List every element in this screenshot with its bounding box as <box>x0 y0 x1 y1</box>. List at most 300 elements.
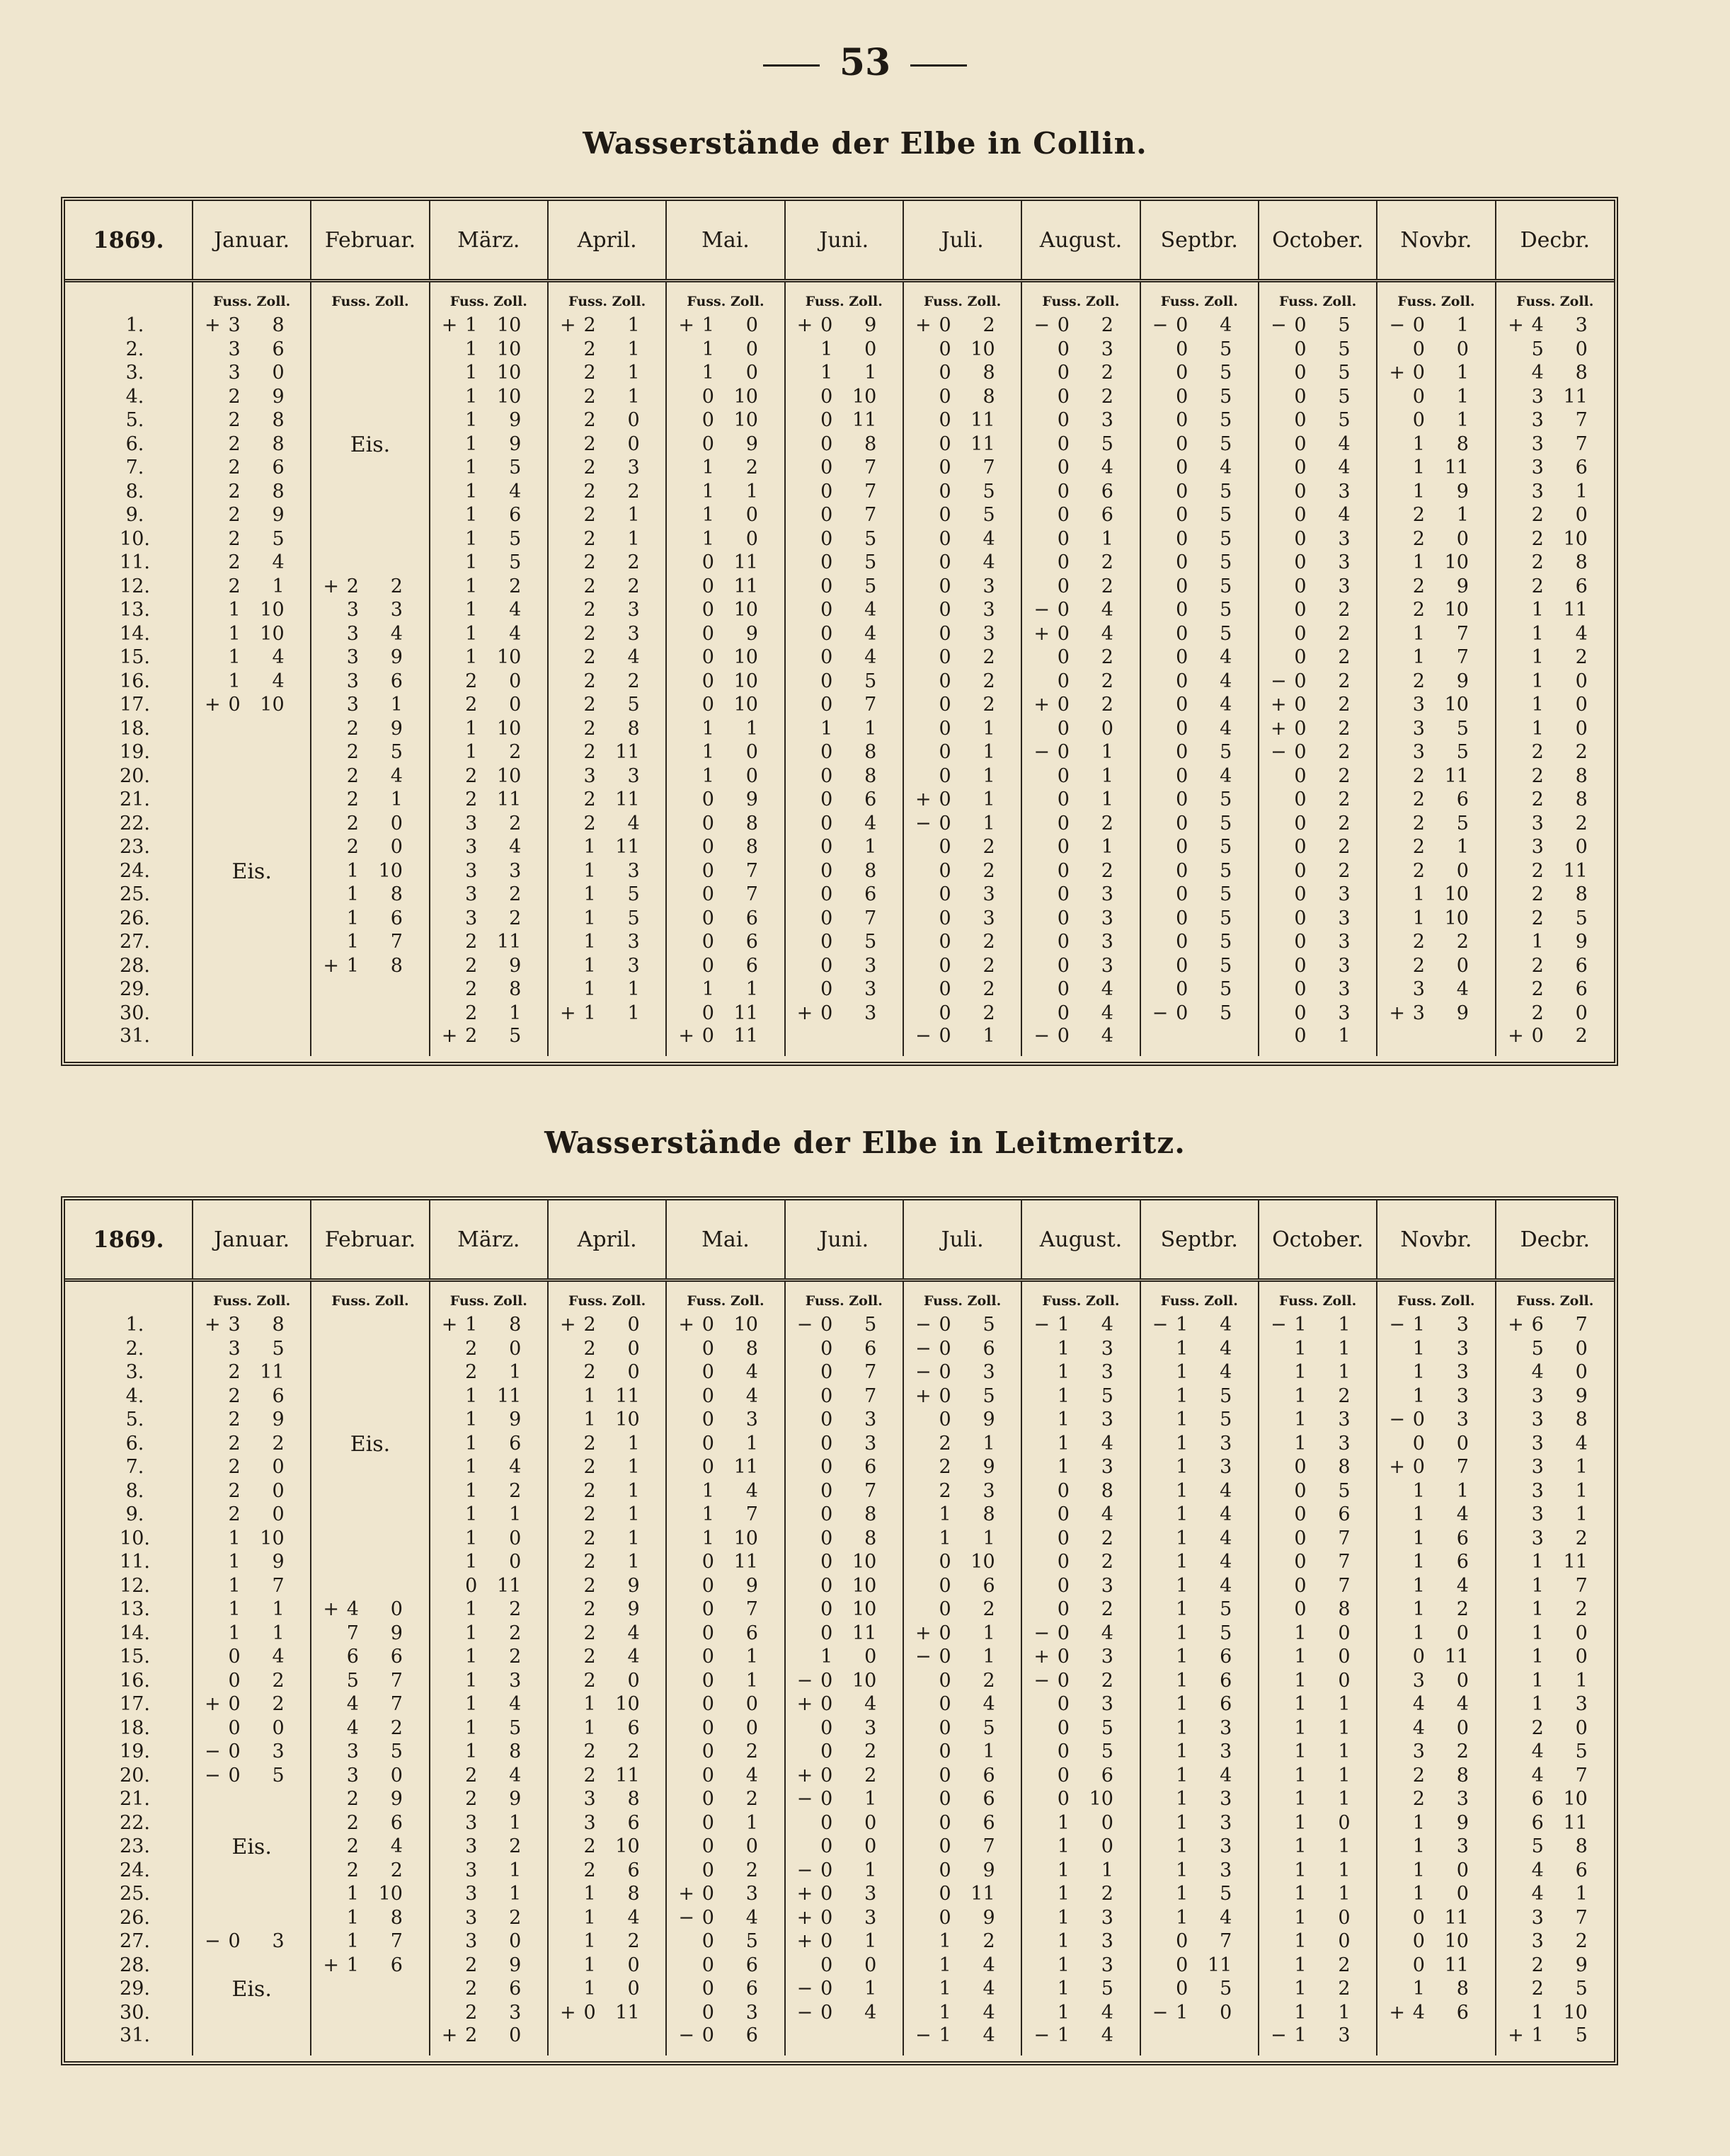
data-table <box>65 1200 1614 2055</box>
day-label: 26. <box>65 1906 193 1930</box>
value-cell <box>1259 527 1377 551</box>
value-cell <box>193 693 311 717</box>
value-cell <box>1496 1527 1614 1551</box>
water-level-value: 1 9 <box>1412 480 1469 503</box>
value-cell <box>193 1882 311 1906</box>
value-cell <box>430 670 548 694</box>
water-level-value: 1 2 <box>465 1479 522 1502</box>
water-level-value: 1 1 <box>1412 1479 1469 1502</box>
water-level-value: 3 2 <box>465 1835 522 1858</box>
value-cell <box>430 1740 548 1764</box>
water-level-value: 0 8 <box>939 362 995 384</box>
water-level-value: 6 6 <box>346 1646 403 1668</box>
water-level-value: 0 10 <box>1412 1930 1469 1953</box>
value-cell <box>1140 1787 1259 1811</box>
water-level-value: 1 10 <box>465 362 522 384</box>
water-level-value: 0 3 <box>1294 551 1351 574</box>
value-cell <box>1377 2024 1495 2055</box>
value-cell <box>311 1764 429 1788</box>
value-cell <box>1140 812 1259 836</box>
value-cell <box>666 740 784 764</box>
water-level-value: 1 0 <box>1294 1930 1351 1953</box>
water-level-value: 2 1 <box>465 1361 522 1384</box>
water-level-value: 0 2 <box>1057 859 1113 882</box>
value-cell <box>193 1645 311 1669</box>
water-level-value: 0 3 <box>820 978 877 1001</box>
value-cell <box>903 693 1021 717</box>
water-level-value: 1 7 <box>1412 622 1469 645</box>
water-level-value: 0 5 <box>1176 931 1232 953</box>
value-cell <box>903 1645 1021 1669</box>
value-cell <box>1140 883 1259 907</box>
water-level-value: 1 1 <box>939 1527 995 1549</box>
water-level-value: 1 1 <box>1294 1741 1351 1763</box>
value-cell <box>193 1527 311 1551</box>
water-level-value: 3 4 <box>1531 1432 1588 1455</box>
value-cell <box>666 1740 784 1764</box>
water-level-value: 3 0 <box>346 1764 403 1787</box>
water-level-value: 1 10 <box>1412 883 1469 906</box>
day-label: 3. <box>65 1360 193 1384</box>
water-level-value: 0 6 <box>820 1456 877 1479</box>
value-cell <box>1377 503 1495 527</box>
water-level-value: 0 10 <box>701 385 758 408</box>
value-cell <box>1140 1716 1259 1741</box>
water-level-value: 1 0 <box>1294 1646 1351 1668</box>
value-cell <box>666 930 784 954</box>
value-cell <box>1021 1692 1140 1716</box>
water-level-value: − 0 1 <box>796 1788 877 1811</box>
water-level-value: 2 3 <box>583 599 640 621</box>
water-level-value: 2 9 <box>1531 1954 1588 1976</box>
water-level-value: 0 9 <box>939 1409 995 1431</box>
value-cell <box>193 646 311 670</box>
water-level-value: 1 5 <box>1057 1384 1113 1407</box>
value-cell <box>193 883 311 907</box>
water-level-value: 1 4 <box>1176 1906 1232 1929</box>
water-level-value: 0 5 <box>1294 338 1351 360</box>
water-level-value: 1 3 <box>1412 1361 1469 1384</box>
water-level-value: 3 11 <box>1531 385 1588 408</box>
value-cell <box>311 503 429 527</box>
water-level-value: 0 11 <box>701 1456 758 1479</box>
value-cell <box>430 1645 548 1669</box>
month-header: Septbr. <box>1140 201 1259 281</box>
water-level-value: 2 11 <box>583 789 640 811</box>
water-level-value: − 0 1 <box>1389 314 1469 337</box>
table-row <box>65 859 1614 883</box>
water-level-value: 0 5 <box>1176 409 1232 432</box>
value-cell <box>1259 1384 1377 1409</box>
value-cell <box>1021 527 1140 551</box>
water-level-value: 1 3 <box>1412 1337 1469 1360</box>
value-cell <box>1259 598 1377 622</box>
water-level-value: 0 0 <box>820 1954 877 1976</box>
value-cell <box>785 1835 903 1859</box>
unit-blank <box>65 1280 193 1314</box>
value-cell <box>1259 2024 1377 2055</box>
value-cell <box>548 1503 666 1527</box>
value-cell <box>1377 646 1495 670</box>
value-cell <box>548 954 666 978</box>
water-level-value: 1 2 <box>701 457 758 479</box>
water-level-value: 1 3 <box>1176 1741 1232 1763</box>
value-cell <box>785 1432 903 1456</box>
value-cell <box>430 456 548 480</box>
table-row <box>65 527 1614 551</box>
value-cell <box>430 764 548 789</box>
water-level-value: 1 4 <box>583 1906 640 1929</box>
water-level-value: 3 1 <box>465 1859 522 1881</box>
water-level-value: 3 6 <box>1531 457 1588 479</box>
water-level-value: 0 2 <box>939 859 995 882</box>
water-level-value: 1 1 <box>1294 1764 1351 1787</box>
value-cell <box>1496 2024 1614 2055</box>
value-cell <box>193 1408 311 1432</box>
day-label: 20. <box>65 764 193 789</box>
table-row <box>65 1503 1614 1527</box>
water-level-value: 0 3 <box>820 954 877 977</box>
value-cell <box>430 1337 548 1361</box>
value-cell <box>311 907 429 931</box>
water-level-value: 0 4 <box>1294 432 1351 455</box>
value-cell <box>903 1859 1021 1883</box>
water-level-value: 2 3 <box>465 2001 522 2024</box>
water-level-value: 0 5 <box>820 551 877 574</box>
value-cell <box>1377 622 1495 646</box>
unit-label: Fuss. Zoll. <box>193 281 311 314</box>
water-level-value: + 0 9 <box>796 314 877 337</box>
water-level-value: + 0 1 <box>915 789 995 811</box>
value-cell <box>1496 954 1614 978</box>
value-cell <box>1496 1503 1614 1527</box>
water-level-value: 0 4 <box>1176 694 1232 716</box>
day-label: 27. <box>65 930 193 954</box>
value-cell <box>548 338 666 362</box>
water-level-value: 0 2 <box>1294 859 1351 882</box>
water-level-value: 0 10 <box>701 409 758 432</box>
water-level-value: 2 11 <box>228 1361 285 1384</box>
day-label: 15. <box>65 1645 193 1669</box>
value-cell <box>785 1622 903 1646</box>
value-cell <box>430 1764 548 1788</box>
value-cell <box>1140 1408 1259 1432</box>
value-cell <box>430 1527 548 1551</box>
water-level-value: 0 0 <box>701 1716 758 1739</box>
ice-note: Eis. <box>231 859 272 884</box>
water-level-value: 2 2 <box>583 670 640 692</box>
value-cell <box>1377 1550 1495 1574</box>
unit-label: Fuss. Zoll. <box>903 1280 1021 1314</box>
value-cell <box>1496 1025 1614 1056</box>
value-cell <box>311 859 429 883</box>
water-level-value: 2 3 <box>583 457 640 479</box>
water-level-value: 0 5 <box>820 931 877 953</box>
value-cell <box>666 1977 784 2001</box>
value-cell <box>548 1692 666 1716</box>
day-label: 23. <box>65 835 193 859</box>
water-level-value: 0 1 <box>701 1646 758 1668</box>
water-level-value: 3 8 <box>1531 1409 1588 1431</box>
unit-label: Fuss. Zoll. <box>430 281 548 314</box>
day-label: 19. <box>65 1740 193 1764</box>
value-cell <box>903 1432 1021 1456</box>
value-cell <box>1140 385 1259 409</box>
table-row <box>65 646 1614 670</box>
water-level-value: 3 2 <box>465 1906 522 1929</box>
value-cell <box>193 2001 311 2025</box>
water-level-value: 0 5 <box>820 670 877 692</box>
water-level-value: 2 10 <box>583 1835 640 1858</box>
water-level-value: 1 1 <box>1057 1859 1113 1881</box>
water-level-value: − 0 5 <box>796 1314 877 1336</box>
water-level-value: 1 3 <box>1057 1954 1113 1976</box>
value-cell <box>666 788 784 812</box>
water-level-value: 0 4 <box>820 646 877 669</box>
water-level-value: 3 4 <box>1412 978 1469 1001</box>
water-level-value: 1 3 <box>1176 1716 1232 1739</box>
day-label: 18. <box>65 717 193 741</box>
water-level-value: 0 5 <box>1057 1741 1113 1763</box>
water-level-value: 1 1 <box>701 480 758 503</box>
water-level-value: 1 7 <box>1531 1574 1588 1597</box>
water-level-value: 1 4 <box>1531 622 1588 645</box>
value-cell <box>666 1313 784 1337</box>
day-label: 2. <box>65 1337 193 1361</box>
value-cell <box>1140 1740 1259 1764</box>
value-cell <box>430 1954 548 1978</box>
water-level-value: 0 2 <box>1057 670 1113 692</box>
day-label: 8. <box>65 1479 193 1503</box>
water-level-value: 0 10 <box>939 338 995 360</box>
water-level-value: 0 2 <box>1057 551 1113 574</box>
value-cell <box>311 1025 429 1056</box>
unit-label: Fuss. Zoll. <box>785 281 903 314</box>
value-cell <box>903 883 1021 907</box>
value-cell <box>1140 788 1259 812</box>
value-cell <box>1259 907 1377 931</box>
value-cell <box>1259 1360 1377 1384</box>
day-label: 6. <box>65 432 193 457</box>
water-level-value: 1 6 <box>465 1432 522 1455</box>
water-level-value: − 1 1 <box>1270 1314 1351 1336</box>
value-cell <box>666 977 784 1002</box>
value-cell <box>430 883 548 907</box>
water-level-value: 0 7 <box>820 1479 877 1502</box>
water-level-value: 0 10 <box>701 670 758 692</box>
water-level-value: 0 6 <box>1294 1503 1351 1526</box>
value-cell <box>1021 1002 1140 1026</box>
value-cell <box>430 1787 548 1811</box>
value-cell <box>903 551 1021 575</box>
month-header: April. <box>548 1200 666 1280</box>
value-cell <box>785 575 903 599</box>
value-cell <box>666 1360 784 1384</box>
unit-label: Fuss. Zoll. <box>903 281 1021 314</box>
value-cell <box>311 1811 429 1835</box>
water-level-value: + 0 3 <box>796 1883 877 1905</box>
month-header: October. <box>1259 201 1377 281</box>
value-cell <box>1140 1479 1259 1503</box>
value-cell <box>903 1527 1021 1551</box>
day-label: 29. <box>65 1977 193 2001</box>
water-level-value: 3 2 <box>465 883 522 906</box>
water-level-value: 2 0 <box>1531 504 1588 527</box>
month-header: Januar. <box>193 201 311 281</box>
water-level-value: 1 11 <box>583 1384 640 1407</box>
water-level-value: 2 8 <box>1412 1764 1469 1787</box>
value-cell <box>1496 1313 1614 1337</box>
value-cell <box>1377 1645 1495 1669</box>
water-level-value: + 2 0 <box>560 1314 640 1336</box>
value-cell <box>1021 1811 1140 1835</box>
value-cell <box>311 693 429 717</box>
value-cell <box>1377 1337 1495 1361</box>
value-cell <box>1140 432 1259 457</box>
water-level-value: 3 10 <box>1412 694 1469 716</box>
value-cell <box>785 314 903 338</box>
day-label: 30. <box>65 1002 193 1026</box>
water-level-value: − 0 10 <box>796 1669 877 1692</box>
water-level-value: 7 9 <box>346 1622 403 1644</box>
table-title-leitmeritz: Wasserstände der Elbe in Leitmeritz. <box>544 1125 1186 1160</box>
water-level-value: 2 1 <box>346 789 403 811</box>
table-row <box>65 1360 1614 1384</box>
water-level-value: 2 0 <box>1531 1716 1588 1739</box>
value-cell <box>666 812 784 836</box>
value-cell <box>1259 1337 1377 1361</box>
value-cell <box>666 1550 784 1574</box>
table-row <box>65 1622 1614 1646</box>
value-cell <box>1259 764 1377 789</box>
value-cell <box>903 1692 1021 1716</box>
value-cell <box>666 1432 784 1456</box>
water-level-value: 3 5 <box>1412 741 1469 764</box>
value-cell <box>1021 1025 1140 1056</box>
value-cell <box>1377 385 1495 409</box>
value-cell <box>193 740 311 764</box>
water-level-value: 1 4 <box>465 1693 522 1716</box>
water-level-value: 1 11 <box>583 836 640 859</box>
value-cell <box>903 575 1021 599</box>
value-cell <box>548 1455 666 1479</box>
water-level-value: 2 5 <box>1412 812 1469 835</box>
water-level-value: 1 0 <box>820 338 877 360</box>
value-cell <box>193 2024 311 2055</box>
water-level-value: 0 4 <box>1176 670 1232 692</box>
value-cell <box>548 1598 666 1622</box>
value-cell <box>311 930 429 954</box>
value-cell <box>430 1313 548 1337</box>
water-level-value: 2 8 <box>465 978 522 1001</box>
value-cell <box>785 1503 903 1527</box>
value-cell <box>1021 408 1140 432</box>
value-cell <box>548 1929 666 1954</box>
value-cell <box>548 622 666 646</box>
water-level-value: 2 1 <box>583 1432 640 1455</box>
water-level-value: 0 2 <box>1294 836 1351 859</box>
water-level-value: + 2 2 <box>323 575 403 597</box>
water-level-value: 3 1 <box>1531 1479 1588 1502</box>
water-level-value: + 0 1 <box>915 1622 995 1644</box>
value-cell <box>666 907 784 931</box>
value-cell <box>903 314 1021 338</box>
water-level-value: 2 9 <box>583 1574 640 1597</box>
value-cell <box>193 1811 311 1835</box>
water-level-value: 2 4 <box>583 812 640 835</box>
water-level-value: 1 4 <box>939 1954 995 1976</box>
value-cell <box>1259 859 1377 883</box>
value-cell <box>1377 1977 1495 2001</box>
water-level-value: 1 1 <box>1294 1361 1351 1384</box>
value-cell <box>1259 977 1377 1002</box>
water-level-value: 3 0 <box>228 362 285 384</box>
water-level-value: 0 5 <box>1176 551 1232 574</box>
value-cell <box>785 2001 903 2025</box>
value-cell <box>548 1645 666 1669</box>
water-level-value: 1 0 <box>820 1646 877 1668</box>
table-row <box>65 1479 1614 1503</box>
value-cell <box>548 361 666 385</box>
value-cell <box>193 1954 311 1978</box>
month-header: Juli. <box>903 1200 1021 1280</box>
value-cell <box>311 1692 429 1716</box>
value-cell <box>1021 764 1140 789</box>
value-cell <box>785 1598 903 1622</box>
water-level-value: + 0 2 <box>915 314 995 337</box>
water-level-value: 2 1 <box>583 1479 640 1502</box>
water-level-value: 0 3 <box>1294 1002 1351 1024</box>
value-cell <box>1259 930 1377 954</box>
value-cell <box>1021 1740 1140 1764</box>
day-label: 28. <box>65 1954 193 1978</box>
value-cell <box>548 907 666 931</box>
water-level-value: 3 5 <box>1412 717 1469 740</box>
value-cell <box>1140 1977 1259 2001</box>
water-level-value: 0 2 <box>228 1669 285 1692</box>
water-level-value: 1 2 <box>1531 1598 1588 1621</box>
water-level-value: 1 0 <box>701 764 758 787</box>
water-level-value: 2 5 <box>346 741 403 764</box>
value-cell <box>1259 1574 1377 1598</box>
table-row <box>65 1002 1614 1026</box>
water-level-value: 1 2 <box>939 1930 995 1953</box>
value-cell <box>430 1716 548 1741</box>
unit-label: Fuss. Zoll. <box>548 281 666 314</box>
water-level-value: 1 3 <box>1057 1456 1113 1479</box>
value-cell <box>785 1408 903 1432</box>
table-row <box>65 1716 1614 1741</box>
water-level-value: 0 1 <box>820 836 877 859</box>
value-cell <box>785 1313 903 1337</box>
water-level-value: 2 4 <box>346 764 403 787</box>
water-level-value: 0 9 <box>939 1859 995 1881</box>
water-level-value: 5 7 <box>346 1669 403 1692</box>
water-level-value: 2 0 <box>465 670 522 692</box>
table-row <box>65 551 1614 575</box>
water-level-value: 0 3 <box>939 599 995 621</box>
value-cell <box>903 1740 1021 1764</box>
water-level-value: 0 7 <box>820 1361 877 1384</box>
unit-label: Fuss. Zoll. <box>666 281 784 314</box>
water-level-value: 2 1 <box>583 1527 640 1549</box>
value-cell <box>785 883 903 907</box>
water-level-value: 0 6 <box>939 1574 995 1597</box>
value-cell <box>430 1622 548 1646</box>
value-cell <box>1140 1835 1259 1859</box>
value-cell <box>1377 1882 1495 1906</box>
water-level-value: 0 0 <box>1412 1432 1469 1455</box>
